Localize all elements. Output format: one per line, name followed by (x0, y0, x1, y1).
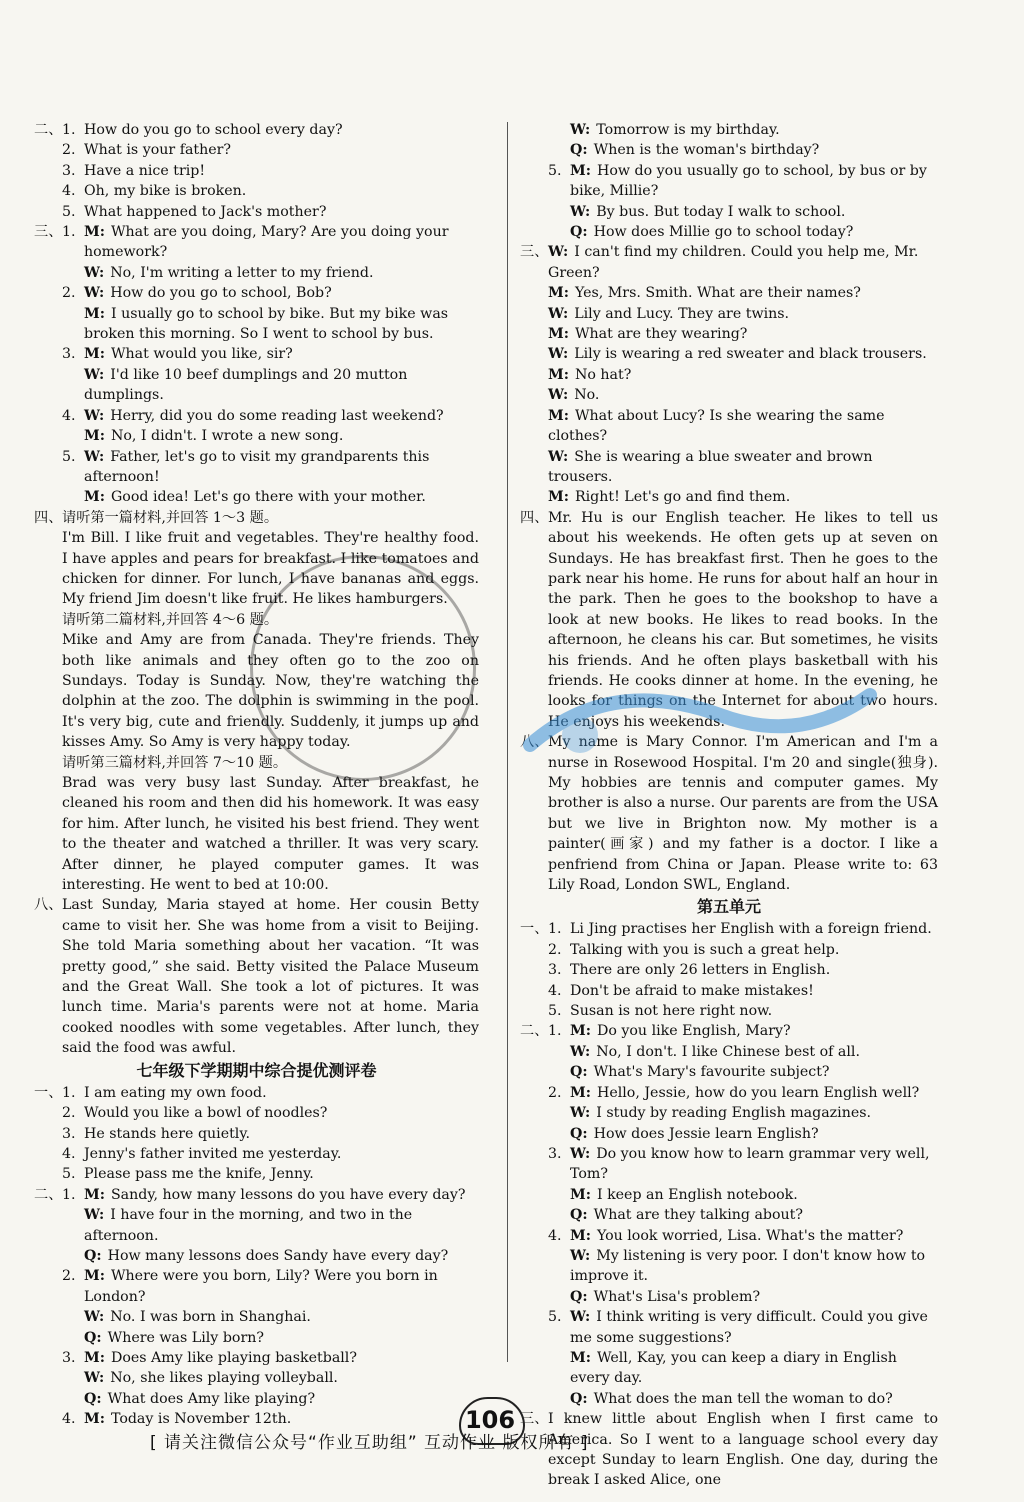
dialogue-line: Q: When is the woman's birthday? (570, 142, 820, 159)
dialogue-line: 3. M: What would you like, sir? (62, 346, 293, 363)
list-item: 3. There are only 26 letters in English. (548, 962, 831, 979)
list-item: 4. Oh, my bike is broken. (62, 183, 247, 200)
dialogue-line: Q: How many lessons does Sandy have every day? (84, 1247, 449, 1264)
list-item: 5. Please pass me the knife, Jenny. (62, 1166, 314, 1183)
list-item: 4. Don't be afraid to make mistakes! (548, 982, 814, 999)
dialogue-line: 三、 1. M: What are you doing, Mary? Are you doing your homework? (34, 224, 449, 261)
passage: 三、 I knew little about English when I first came to America. So I went to a language school every day except Sunday to learn English. One day, during the break I asked Alice, one (520, 1411, 938, 1489)
dialogue-line: 4. M: You look worried, Lisa. What's the matter? (548, 1227, 904, 1244)
list-item: 3. Have a nice trip! (62, 162, 206, 179)
dialogue-line: 2. M: Where were you born, Lily? Were you born in London? (62, 1268, 438, 1305)
dialogue-line: W: I have four in the morning, and two in the afternoon. (84, 1207, 413, 1244)
list-item: 2. What is your father? (62, 142, 232, 159)
dialogue-line: W: By bus. But today I walk to school. (570, 203, 846, 220)
dialogue-line: 3. M: Does Amy like playing basketball? (62, 1349, 357, 1366)
list-item: 二、 1. How do you go to school every day? (34, 122, 343, 138)
dialogue-line: 5. W: I think writing is very difficult. Could you give me some suggestions? (548, 1309, 928, 1346)
dialogue-line: W: I'd like 10 beef dumplings and 20 mutton dumplings. (84, 366, 408, 404)
passage: Mike and Amy are from Canada. They're friends. They both like animals and they often go to the zoo on Sundays. Today is Sunday. Now, they're watching the dolphin at the zoo. The dolphin is swimming in the pool. It's very big, cute and friendly. Suddenly, it jumps up and kisses Amy. So Amy is very happy today. (62, 632, 479, 751)
passage: 八、 My name is Mary Connor. I'm American and I'm a nurse in Rosewood Hospital. I'm 20 and single(独身). My hobbies are tennis and computer games. My brother is also a nurse. Our parents are from the USA but we live in Brighton now. My mother is a painter(画家) and my father is a doctor. I like a penfriend from China or Japan. Please write to: 63 Lily Road, London SWL, England. (520, 734, 938, 894)
midterm-title: 七年级下学期期中综合提优测评卷 (136, 1060, 377, 1080)
dialogue-line: Q: What does Amy like playing? (84, 1390, 316, 1407)
dialogue-line: 5. M: How do you usually go to school, by bus or by bike, Millie? (548, 162, 927, 200)
dialogue-line: W: Lily and Lucy. They are twins. (548, 305, 790, 322)
dialogue-line: Q: What does the man tell the woman to do? (570, 1390, 893, 1407)
dialogue-line: W: She is wearing a blue sweater and brown trousers. (548, 448, 873, 485)
dialogue-line: Q: How does Millie go to school today? (570, 224, 854, 241)
list-item: 5. Susan is not here right now. (548, 1003, 773, 1020)
passage: 四、 Mr. Hu is our English teacher. He likes to tell us about his weekends. He often gets up at seven on Sundays. He has breakfast first. Then he goes to the park near his home. He runs for about half an hour in the park. Then he goes to the bookshop to have a look at new books. He likes to read books. In the afternoon, he cleans his car. But sometimes, he visits his friends. And he often plays basketball with his friends. He cooks dinner at home. In the evening, he looks for things on the Internet for about two hours. He enjoys his weekends. (520, 509, 938, 730)
dialogue-line: 三、 W: I can't find my children. Could you help me, Mr. Green? (520, 244, 919, 281)
dialogue-line: M: No, I didn't. I wrote a new song. (84, 428, 344, 445)
dialogue-line: W: No, I don't. I like Chinese best of all. (570, 1043, 860, 1060)
dialogue-line: M: Right! Let's go and find them. (548, 489, 791, 506)
dialogue-line: W: No, she likes playing volleyball. (84, 1370, 338, 1387)
dialogue-line: M: I usually go to school by bike. But my bike was broken this morning. So I went to school by bus. (84, 305, 449, 343)
dialogue-line: M: Well, Kay, you can keep a diary in English every day. (570, 1349, 897, 1387)
list-item: 一、 1. Li Jing practises her English with a foreign friend. (520, 921, 932, 938)
dialogue-line: W: Lily is wearing a red sweater and black trousers. (548, 346, 927, 363)
dialogue-line: M: What about Lucy? Is she wearing the same clothes? (548, 407, 885, 445)
dialogue-line: 二、 1. M: Sandy, how many lessons do you have every day? (34, 1186, 466, 1203)
section-heading: 请听第三篇材料,并回答 7～10 题。 (62, 754, 288, 771)
list-item: 2. Would you like a bowl of noodles? (62, 1105, 328, 1122)
dialogue-line: W: My listening is very poor. I don't know how to improve it. (570, 1247, 926, 1285)
unit5-title: 第五单元 (696, 897, 761, 917)
dialogue-line: 4. W: Herry, did you do some reading last weekend? (62, 407, 444, 424)
dialogue-line: Q: What's Mary's favourite subject? (570, 1064, 830, 1081)
passage: Brad was very busy last Sunday. After breakfast, he cleaned his room and then did his homework. It was easy for him. After lunch, he visited his best friend. They went to the theater and watched a thriller. It was very scary. After dinner, he played computer games. It was interesting. He went to bed at 10:00. (62, 775, 479, 894)
dialogue-line: M: I keep an English notebook. (570, 1186, 798, 1203)
dialogue-line: M: Good idea! Let's go there with your mother. (84, 489, 426, 506)
column-divider (507, 122, 508, 1362)
passage: 八、 Last Sunday, Maria stayed at home. Her cousin Betty came to visit her. She was home from a visit to Beijing. She told Maria something about her vacation. “It was pretty good,” she said. Betty visited the Palace Museum and the Great Wall. She took a lot of pictures. It was lunch time. Maria's parents were not at home. Maria cooked noodles with some vegetables. After lunch, they said the food was awful. (34, 897, 479, 1057)
list-item: 3. He stands here quietly. (62, 1125, 250, 1142)
passage: I'm Bill. I like fruit and vegetables. They're healthy food. I have apples and pears for breakfast. I like tomatoes and chicken for dinner. For lunch, I have bananas and eggs. My friend Jim doesn't like fruit. He likes hamburgers. (62, 530, 479, 608)
page-number: 106 (455, 1395, 525, 1445)
dialogue-line: 5. W: Father, let's go to visit my grandparents this afternoon! (62, 448, 430, 485)
dialogue-line: 4. M: Today is November 12th. (62, 1411, 292, 1428)
dialogue-line: W: No. I was born in Shanghai. (84, 1309, 311, 1326)
footer-note: [ 请关注微信公众号“作业互助组” 互动作业 版权所有 ] (150, 1433, 589, 1453)
dialogue-line: Q: What's Lisa's problem? (570, 1288, 761, 1305)
dialogue-line: M: What are they wearing? (548, 326, 748, 343)
dialogue-line: M: No hat? (548, 366, 632, 383)
left-column (34, 120, 479, 1430)
dialogue-line: M: Yes, Mrs. Smith. What are their names? (548, 285, 861, 302)
right-column (520, 120, 938, 1491)
dialogue-line: W: I study by reading English magazines. (570, 1105, 872, 1122)
dialogue-line: W: No, I'm writing a letter to my friend. (84, 264, 374, 281)
dialogue-line: Q: Where was Lily born? (84, 1329, 264, 1346)
dialogue-line: W: No. (548, 387, 600, 404)
dialogue-line: W: Tomorrow is my birthday. (570, 122, 780, 138)
dialogue-line: 2. M: Hello, Jessie, how do you learn English well? (548, 1084, 920, 1101)
section-heading: 请听第二篇材料,并回答 4～6 题。 (62, 611, 279, 628)
list-item: 一、 1. I am eating my own food. (34, 1084, 267, 1101)
list-item: 4. Jenny's father invited me yesterday. (62, 1145, 342, 1162)
dialogue-line: Q: How does Jessie learn English? (570, 1125, 819, 1142)
dialogue-line: 二、 1. M: Do you like English, Mary? (520, 1023, 791, 1040)
dialogue-line: 2. W: How do you go to school, Bob? (62, 285, 332, 302)
list-item: 5. What happened to Jack's mother? (62, 203, 327, 220)
dialogue-line: 3. W: Do you know how to learn grammar very well, Tom? (548, 1145, 930, 1183)
section-heading: 四、 请听第一篇材料,并回答 1～3 题。 (34, 509, 279, 526)
list-item: 2. Talking with you is such a great help. (548, 941, 840, 958)
dialogue-line: Q: What are they talking about? (570, 1207, 803, 1224)
